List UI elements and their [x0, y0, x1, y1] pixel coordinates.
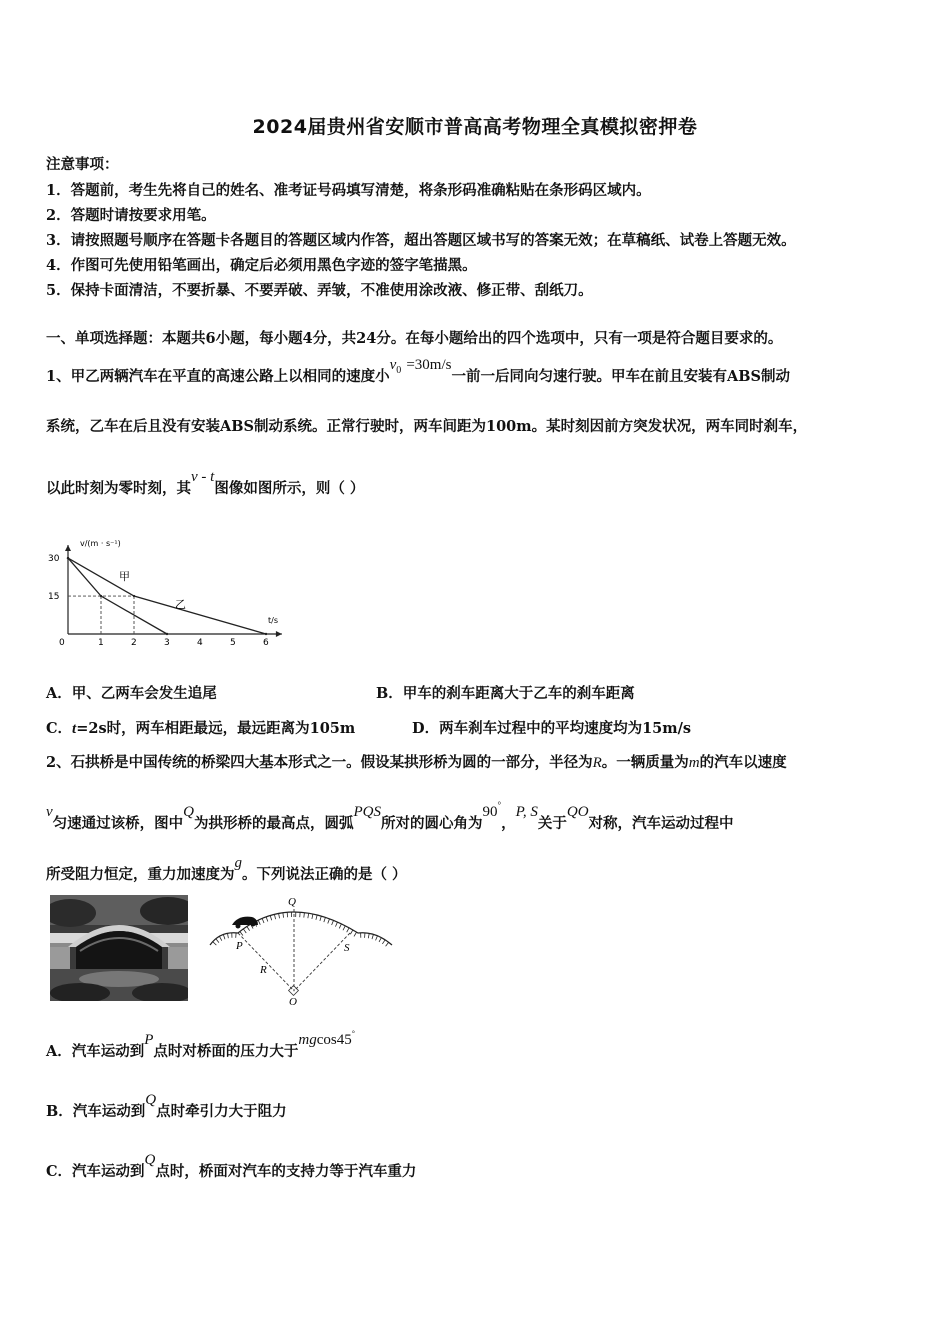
q2-text-2d: 关于	[537, 815, 567, 832]
hatch-mark	[379, 938, 381, 942]
vt-x-tick-0: 0	[59, 638, 65, 648]
q2-option-b-post: 点时牵引力大于阻力	[156, 1103, 287, 1120]
q2-text-2e: 对称，汽车运动过程中	[588, 815, 734, 832]
q2-option-b[interactable]	[46, 1092, 287, 1121]
hatch-mark	[227, 933, 228, 938]
hatch-mark	[339, 924, 341, 929]
q2-option-b-pre: B．汽车运动到	[46, 1103, 146, 1120]
q1-line3	[46, 469, 365, 498]
hatch-mark	[243, 929, 246, 933]
hatch-mark	[312, 914, 313, 919]
hatch-mark	[335, 922, 337, 927]
hatch-mark	[216, 939, 219, 943]
q1-text-3a: 以此时刻为零时刻，其	[46, 480, 191, 497]
vt-x-tick-5: 5	[230, 638, 236, 648]
q2-option-a[interactable]	[46, 1029, 355, 1061]
notice-item-3: 3．请按照题号顺序在答题卡各题目的答题区域内作答，超出答题区域书写的答案无效；在草稿纸、试卷上答题无效。	[46, 232, 796, 249]
q2-line2	[46, 800, 734, 833]
vt-label-yi: 乙	[175, 598, 186, 611]
hatch-mark	[283, 913, 284, 918]
hatch-mark	[328, 919, 330, 924]
vt-point-1-3	[166, 633, 168, 635]
q2-text-3b: 。下列说法正确的是（ ）	[242, 866, 407, 883]
vt-guides	[68, 596, 134, 634]
vt-y-tick-15: 15	[48, 592, 60, 603]
hatch-mark	[324, 917, 326, 922]
q2-option-a-mid: 点时对桥面的压力大于	[153, 1043, 299, 1060]
hatch-mark	[332, 920, 334, 925]
hatch-mark	[274, 914, 275, 919]
q2-line3	[46, 855, 407, 884]
vt-series-line-1	[68, 558, 167, 634]
vt-x-tick-1: 1	[98, 638, 104, 648]
vt-y-tick-30: 30	[48, 554, 60, 565]
hatch-mark	[350, 930, 353, 934]
q2-Q: Q	[183, 804, 195, 820]
q2-PS: P, S	[515, 804, 538, 820]
diagram-label-O: O	[289, 996, 297, 1008]
vt-point-1-2	[100, 595, 102, 597]
vt-series	[67, 557, 267, 635]
hatch-mark	[308, 913, 309, 918]
notice-item-1: 1．答题前，考生先将自己的姓名、准考证号码填写清楚，将条形码准确粘贴在条形码区域内。	[46, 182, 651, 199]
notice-heading: 注意事项：	[46, 156, 119, 173]
diagram-label-Q: Q	[288, 896, 296, 908]
radius-PO	[238, 933, 294, 991]
hatch-mark	[279, 913, 280, 918]
q2-text-2c: 所对的圆心角为	[381, 815, 483, 832]
q2-option-c-post: 点时，桥面对汽车的支持力等于汽车重力	[155, 1163, 417, 1180]
notice-item-2: 2．答题时请按要求用笔。	[46, 207, 216, 224]
vt-series-line-2	[68, 558, 266, 634]
vt-x-tick-3: 3	[164, 638, 170, 648]
vt-axes	[65, 545, 282, 637]
hatch-mark	[316, 915, 317, 920]
vt-x-tick-4: 4	[197, 638, 203, 648]
notice-item-4: 4．作图可先使用铅笔画出，确定后必须用黑色字迹的签字笔描黑。	[46, 257, 477, 274]
diagram-label-R: R	[260, 964, 267, 976]
q2-option-c-pre: C．汽车运动到	[46, 1163, 145, 1180]
hatch-mark	[343, 926, 345, 930]
vt-x-tick-2: 2	[131, 638, 137, 648]
q1-vt-graph	[46, 530, 296, 655]
q2-option-b-Q: Q	[145, 1092, 157, 1108]
hatch-mark	[320, 916, 321, 921]
hatch-mark	[376, 936, 378, 941]
arch-bridge-diagram	[208, 893, 398, 1011]
hatch-mark	[368, 933, 369, 938]
radius-SO	[294, 933, 350, 991]
q2-option-a-P: P	[144, 1032, 154, 1048]
q2-option-a-mg: mg	[298, 1032, 317, 1048]
q2-line1	[46, 751, 787, 772]
q2-text-1a: 2、石拱桥是中国传统的桥梁四大基本形式之一。假设某拱形桥为圆的一部分，半径为	[46, 754, 593, 771]
vt-point-2-1	[67, 557, 69, 559]
q1-option-c-pre: C．	[46, 720, 73, 737]
hatch-mark	[354, 932, 357, 936]
q2-option-c[interactable]	[46, 1152, 417, 1181]
q1-v0-value: =30m/s	[406, 357, 452, 373]
vt-x-arrow	[276, 631, 282, 637]
vt-y-arrow	[65, 545, 71, 551]
hatch-mark	[213, 942, 217, 945]
q1-option-c[interactable]	[46, 717, 355, 738]
hatch-mark	[262, 918, 264, 923]
q2-option-a-deg: °	[351, 1029, 355, 1038]
hatch-mark	[382, 940, 385, 944]
hatch-mark	[258, 920, 260, 925]
section-heading: 一、单项选择题：本题共6小题，每小题4分，共24分。在每小题给出的四个选项中，只有一项是符合题目要求的。	[46, 330, 783, 347]
vt-x-axis-label: t/s	[268, 616, 278, 625]
q2-text-2a: 匀速通过该桥，图中	[52, 815, 184, 832]
q1-option-c-t: t	[72, 721, 77, 737]
vt-point-2-2	[133, 595, 135, 597]
vt-x-tick-6: 6	[263, 638, 269, 648]
q2-PQS: PQS	[353, 804, 382, 820]
hatch-mark	[386, 942, 389, 946]
diagram-label-S: S	[344, 942, 350, 954]
q1-text-3b: 图像如图所示，则（ ）	[214, 480, 365, 497]
q2-text-3a: 所受阻力恒定，重力加速度为	[46, 866, 235, 883]
q1-v0-sub: 0	[396, 364, 402, 376]
hatch-mark	[247, 926, 250, 930]
hatch-mark	[219, 936, 221, 940]
page-title: 2024届贵州省安顺市普高高考物理全真模拟密押卷	[252, 116, 698, 138]
q1-line1	[46, 357, 790, 388]
q2-QO: QO	[566, 804, 589, 820]
q2-g: g	[234, 855, 242, 871]
q1-text-1a: 1、甲乙两辆汽车在平直的高速公路上以相同的速度小	[46, 368, 390, 385]
vt-point-2-3	[265, 633, 267, 635]
q1-v0: v	[389, 357, 397, 373]
q1-vt: v - t	[191, 469, 215, 485]
q1-option-c-post: =2s时，两车相距最远，最远距离为105m	[76, 720, 356, 737]
notice-item-5: 5．保持卡面清洁，不要折暴、不要弄破、弄皱，不准使用涂改液、修正带、刮纸刀。	[46, 282, 593, 299]
vt-y-axis-label: v/(m · s⁻¹)	[80, 539, 121, 548]
hatch-mark	[270, 915, 271, 920]
q2-R: R	[592, 755, 602, 771]
q2-option-c-Q: Q	[144, 1152, 156, 1168]
hatch-mark	[266, 917, 268, 922]
q2-comma: ，	[501, 815, 516, 832]
bridge-photo-drawing	[50, 895, 188, 1001]
q2-text-1b: 。一辆质量为	[601, 754, 689, 771]
car-icon	[232, 917, 258, 929]
hatch-mark	[372, 934, 373, 939]
q1-option-a[interactable]: A．甲、乙两车会发生追尾	[46, 685, 217, 702]
vt-label-jia: 甲	[119, 570, 130, 583]
q2-option-a-cos: cos45	[316, 1032, 352, 1048]
q1-option-b[interactable]: B．甲车的刹车距离大于乙车的刹车距离	[376, 685, 635, 702]
hatch-mark	[304, 913, 305, 918]
q2-m: m	[688, 755, 700, 771]
q2-text-1c: 的汽车以速度	[699, 754, 787, 771]
q2-deg: °	[497, 800, 502, 810]
bridge-photo	[50, 895, 188, 1001]
hatch-mark	[223, 934, 225, 939]
q1-line2: 系统，乙车在后且没有安装ABS制动系统。正常行驶时，两车间距为100m。某时刻因前方突发状况，两车同时刹车，	[46, 418, 808, 435]
q2-v: v	[46, 804, 53, 820]
q2-option-a-pre: A．汽车运动到	[46, 1043, 145, 1060]
q2-text-2b: 为拱形桥的最高点，圆弧	[194, 815, 354, 832]
q2-ninety: 90	[482, 804, 498, 820]
q1-option-d[interactable]: D．两车刹车过程中的平均速度均为15m/s	[412, 720, 692, 737]
q1-text-1b: 一前一后同向匀速行驶。甲车在前且安装有ABS制动	[451, 368, 790, 385]
diagram-label-P: P	[236, 940, 243, 952]
hatch-mark	[347, 928, 349, 932]
